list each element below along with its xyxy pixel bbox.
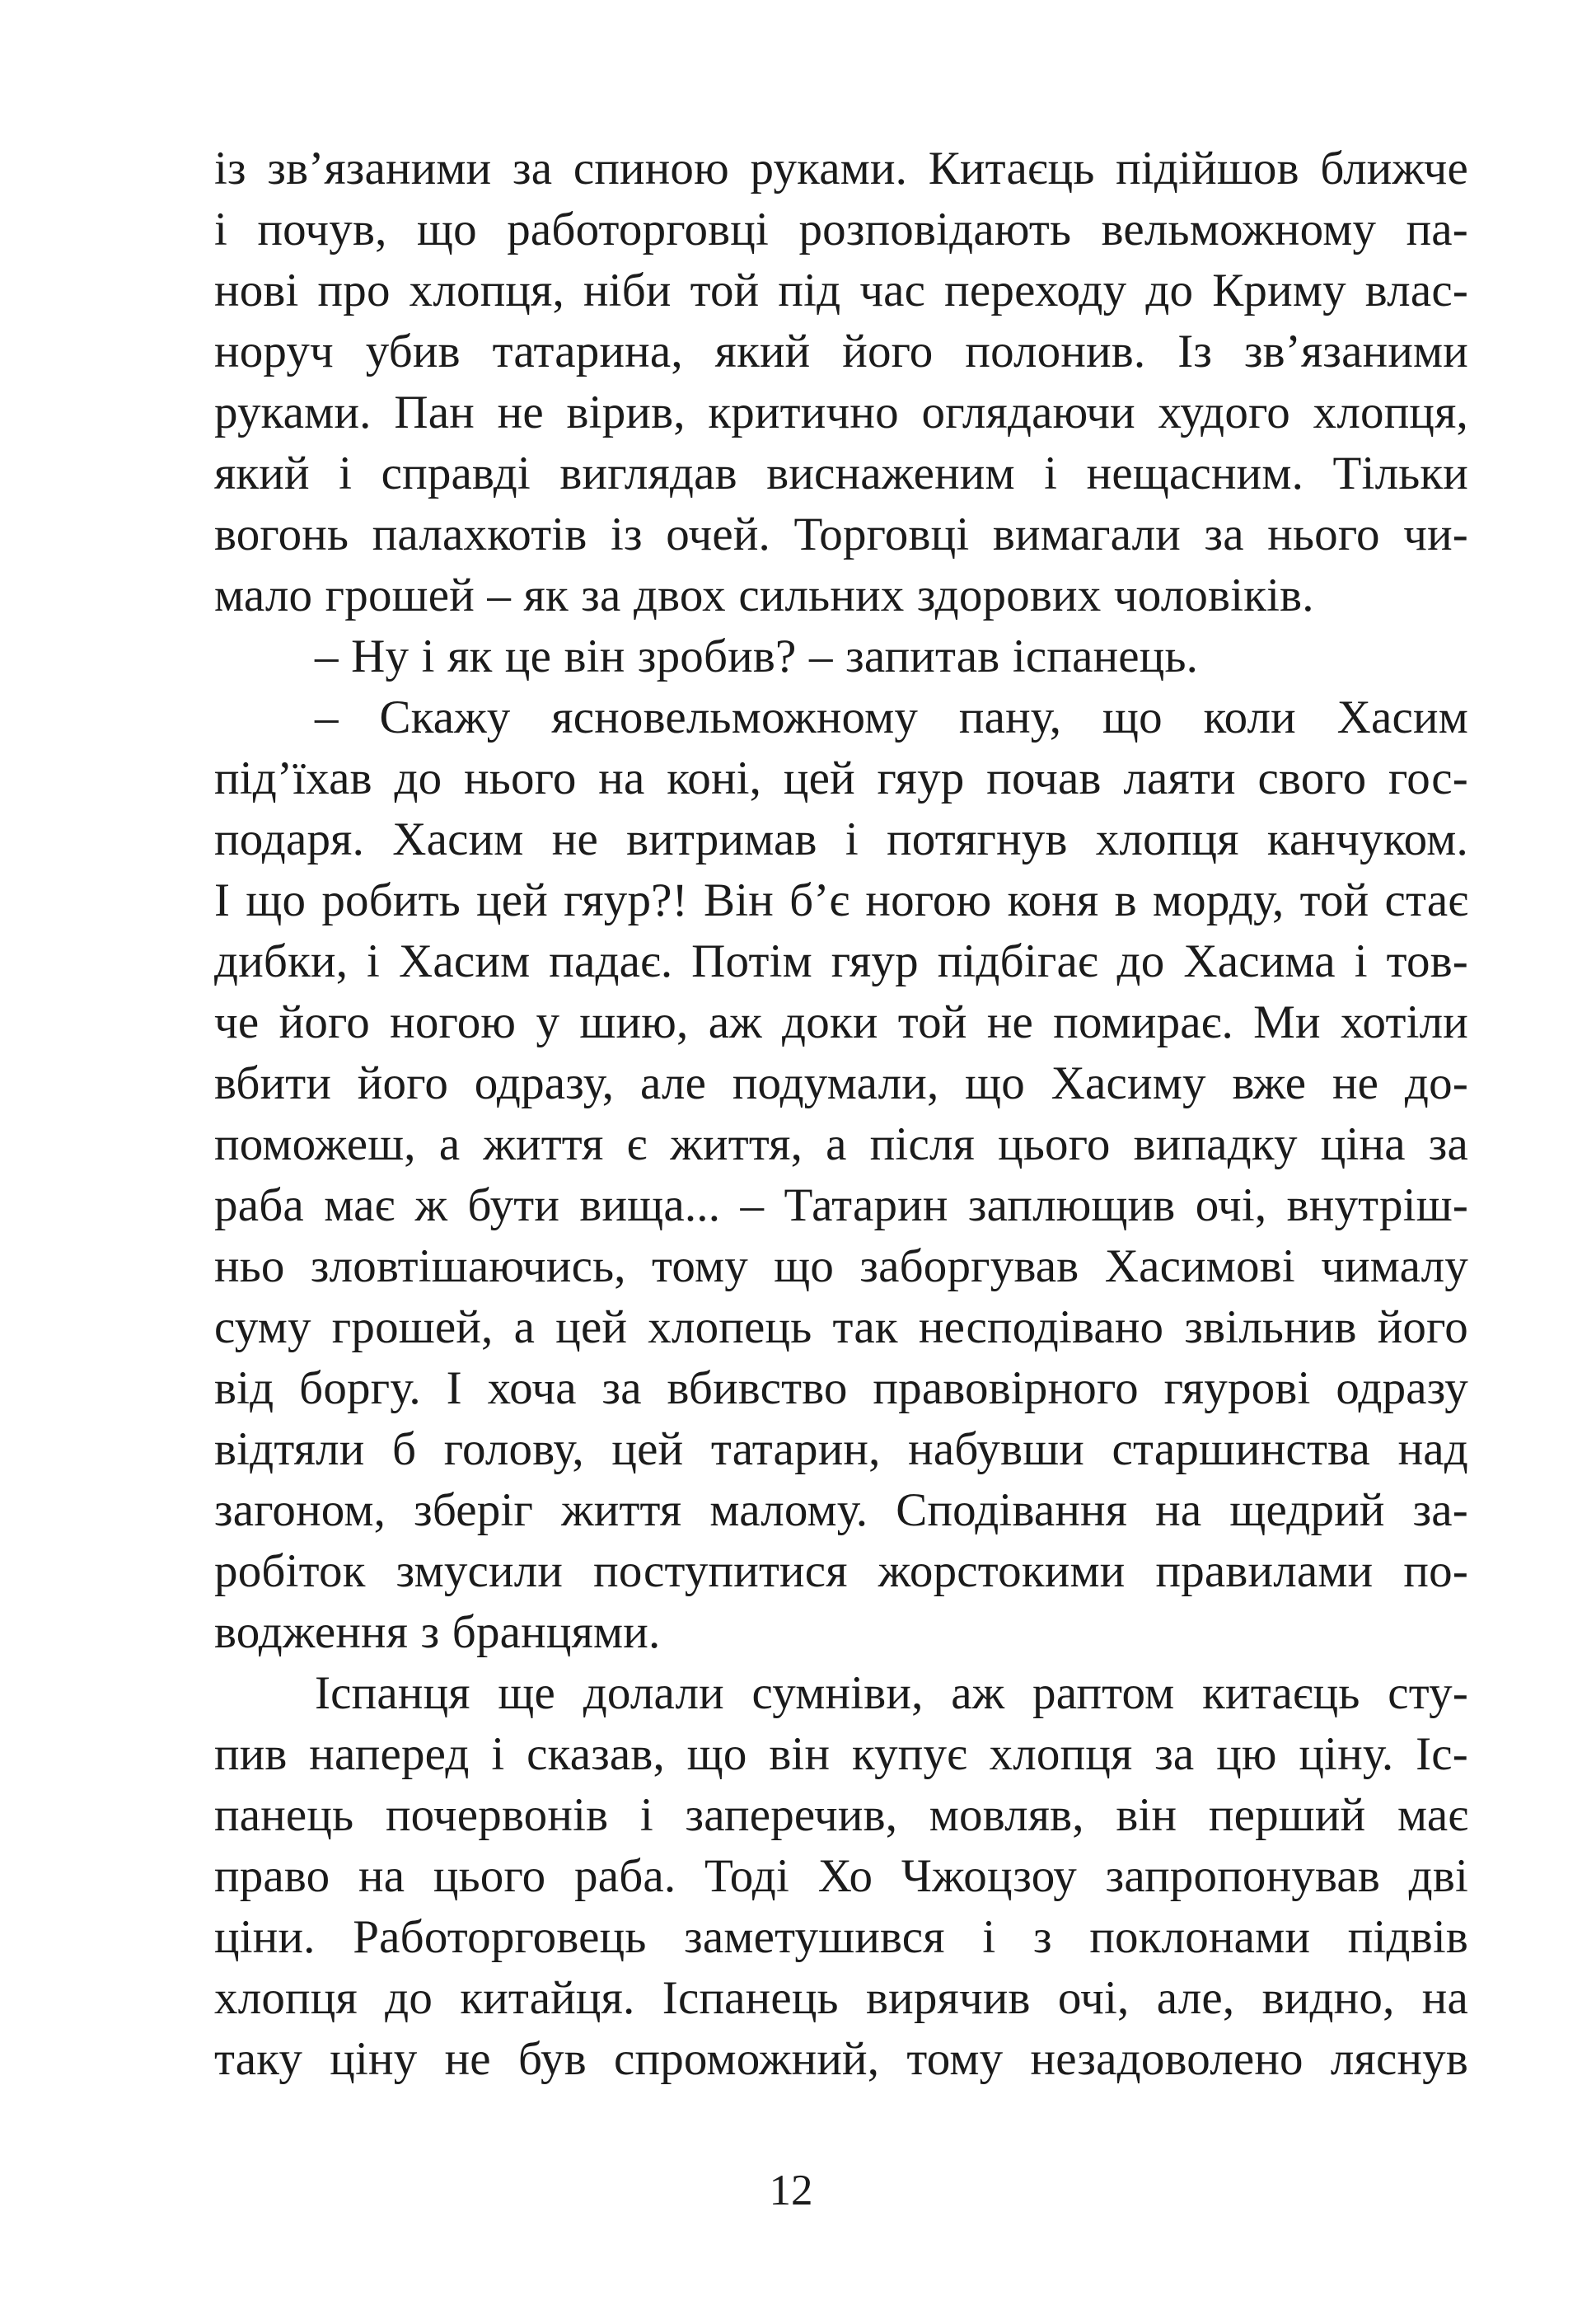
- page-number: 12: [769, 2167, 813, 2214]
- text-line: ньо зловтішаючись, тому що заборгував Хасимові чималу: [214, 1240, 1468, 1292]
- text-line: руками. Пан не вірив, критично оглядаючи худого хлопця,: [214, 387, 1468, 438]
- text-line: нові про хлопця, ніби той під час переходу до Криму влас-: [214, 265, 1468, 316]
- text-block: [214, 138, 1468, 2090]
- text-line: і почув, що работорговці розповідають вельможному па-: [214, 204, 1468, 255]
- text-line: суму грошей, а цей хлопець так несподівано звільнив його: [214, 1301, 1468, 1353]
- text-line: подаря. Хасим не витримав і потягнув хлопця канчуком.: [214, 813, 1468, 865]
- text-line: мало грошей – як за двох сильних здорових чоловіків.: [214, 569, 1314, 621]
- text-line: вогонь палахкотів із очей. Торговці вимагали за нього чи-: [214, 508, 1468, 560]
- text-line: водження з бранцями.: [214, 1606, 661, 1658]
- text-line: поможеш, а життя є життя, а після цього випадку ціна за: [214, 1118, 1468, 1170]
- text-line: – Ну і як це він зробив? – запитав іспанець.: [315, 630, 1199, 682]
- text-line: – Скажу ясновельможному пану, що коли Хасим: [315, 691, 1468, 743]
- text-line: І що робить цей гяур?! Він б’є ногою коня в морду, той стає: [214, 874, 1468, 926]
- text-line: панець почервонів і заперечив, мовляв, він перший має: [214, 1789, 1468, 1841]
- text-line: раба має ж бути вища... – Татарин заплющив очі, внутріш-: [214, 1179, 1468, 1231]
- text-line: від боргу. І хоча за вбивство правовірного гяурові одразу: [214, 1362, 1468, 1414]
- text-line: ціни. Работорговець заметушився і з поклонами підвів: [214, 1911, 1468, 1963]
- text-line: вбити його одразу, але подумали, що Хасиму вже не до-: [214, 1057, 1468, 1109]
- text-line: робіток змусили поступитися жорстокими правилами по-: [214, 1545, 1468, 1597]
- text-line: пив наперед і сказав, що він купує хлопця за цю ціну. Іс-: [214, 1728, 1468, 1780]
- text-line: який і справді виглядав виснаженим і нещасним. Тільки: [214, 447, 1468, 499]
- text-line: відтяли б голову, цей татарин, набувши старшинства над: [214, 1423, 1468, 1475]
- text-line: право на цього раба. Тоді Хо Чжоцзоу запропонував дві: [214, 1850, 1468, 1902]
- text-line: дибки, і Хасим падає. Потім гяур підбігає до Хасима і тов-: [214, 935, 1468, 987]
- text-line: норуч убив татарина, який його полонив. Із зв’язаними: [214, 326, 1468, 377]
- text-line: Іспанця ще долали сумніви, аж раптом китаєць сту-: [315, 1667, 1468, 1719]
- text-line: таку ціну не був спроможний, тому незадоволено ляснув: [214, 2033, 1468, 2085]
- text-line: хлопця до китайця. Іспанець вирячив очі, але, видно, на: [214, 1972, 1468, 2024]
- text-line: під’їхав до нього на коні, цей гяур почав лаяти свого гос-: [214, 752, 1468, 804]
- text-line: че його ногою у шию, аж доки той не помирає. Ми хотіли: [214, 996, 1468, 1048]
- text-line: із зв’язаними за спиною руками. Китаєць підійшов ближче: [214, 143, 1468, 194]
- text-line: загоном, зберіг життя малому. Сподівання на щедрий за-: [214, 1484, 1468, 1536]
